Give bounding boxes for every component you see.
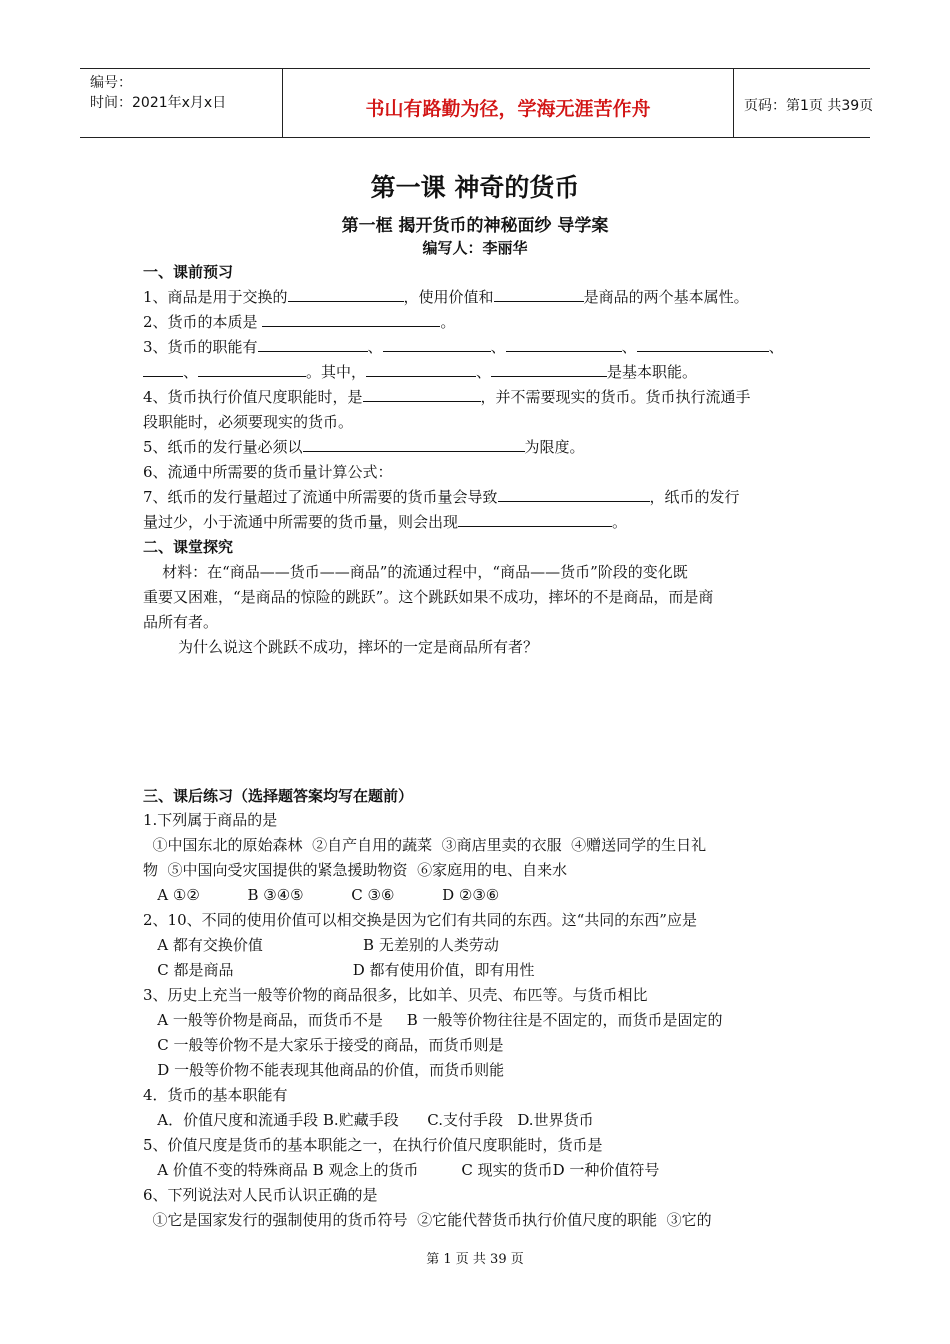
exercise-line: C 一般等价物不是大家乐于接受的商品，而货币则是	[143, 1036, 504, 1054]
motto: 书山有路勤为径，学海无涯苦作舟	[282, 69, 734, 137]
question-4-line-1: 4、货币执行价值尺度职能时，是 ，并不需要现实的货币。货币执行流通手	[143, 388, 751, 406]
exercise-line: A 都有交换价值 B 无差别的人类劳动	[143, 936, 499, 954]
fill-blank[interactable]	[506, 337, 622, 352]
fill-blank[interactable]	[262, 312, 440, 327]
exercise-line: A ①② B ③④⑤ C ③⑥ D ②③⑥	[143, 886, 500, 904]
material-line-3: 品所有者。	[143, 613, 219, 631]
fill-blank[interactable]	[494, 287, 584, 302]
exercise-line: D 一般等价物不能表现其他商品的价值，而货币则能	[143, 1061, 505, 1079]
exercise-line: 6、下列说法对人民币认识正确的是	[143, 1186, 378, 1204]
section1-heading: 一、课前预习	[143, 263, 234, 281]
page-subtitle: 第一框 揭开货币的神秘面纱 导学案	[341, 216, 609, 236]
exercise-line: 1.下列属于商品的是	[143, 811, 278, 829]
header-table	[80, 68, 874, 138]
question-6: 6、流通中所需要的货币量计算公式：	[143, 463, 393, 481]
author-line: 编写人：李丽华	[422, 239, 528, 257]
header-left-cell	[80, 69, 282, 137]
material-line-1: 材料：在“商品——货币——商品”的流通过程中，“商品——货币”阶段的变化既	[143, 563, 688, 581]
exercise-line: C 都是商品 D 都有使用价值，即有用性	[143, 961, 535, 979]
exercise-line: ①中国东北的原始森林 ②自产自用的蔬菜 ③商店里卖的衣服 ④赠送同学的生日礼	[143, 836, 707, 854]
question-5: 5、纸币的发行量必须以 为限度。	[143, 438, 585, 456]
date-label: 时间：2021年x月x日	[90, 95, 227, 111]
question-2: 2、货币的本质是 。	[143, 313, 456, 331]
section2-heading: 二、课堂探究	[143, 538, 234, 556]
question-3-line-2: 、 。其中， 、 是基本职能。	[143, 362, 813, 382]
fill-blank[interactable]	[637, 337, 769, 352]
section3-heading: 三、课后练习（选择题答案均写在题前）	[143, 787, 414, 805]
exercise-line: A．价值尺度和流通手段 B.贮藏手段 C.支付手段 D.世界货币	[143, 1111, 594, 1129]
fill-blank[interactable]	[383, 337, 491, 352]
question-1: 1、商品是用于交换的 ，使用价值和 是商品的两个基本属性。	[143, 288, 749, 306]
fill-blank[interactable]	[363, 387, 481, 402]
exercise-line: ①它是国家发行的强制使用的货币符号 ②它能代替货币执行价值尺度的职能 ③它的	[143, 1211, 712, 1229]
discussion-question: 为什么说这个跳跃不成功，摔坏的一定是商品所有者？	[178, 638, 539, 656]
exercise-line: 2、10、不同的使用价值可以相交换是因为它们有共同的东西。这“共同的东西”应是	[143, 911, 697, 929]
exercise-line: A 一般等价物是商品，而货币不是 B 一般等价物往往是不固定的，而货币是固定的	[143, 1011, 723, 1029]
fill-blank[interactable]	[303, 437, 525, 452]
page-footer: 第 1 页 共 39 页	[426, 1252, 524, 1267]
fill-blank[interactable]	[143, 362, 183, 377]
fill-blank[interactable]	[498, 487, 650, 502]
exercise-line: 4．货币的基本职能有	[143, 1086, 288, 1104]
page-title: 第一课 神奇的货币	[370, 173, 580, 202]
question-7-line-1: 7、纸币的发行量超过了流通中所需要的货币量会导致 ，纸币的发行	[143, 488, 740, 506]
fill-blank[interactable]	[288, 287, 404, 302]
fill-blank[interactable]	[366, 362, 476, 377]
fill-blank[interactable]	[491, 362, 607, 377]
exercise-line: A 价值不变的特殊商品 B 观念上的货币 C 现实的货币D 一种价值符号	[143, 1161, 660, 1179]
exercise-line: 3、历史上充当一般等价物的商品很多，比如羊、贝壳、布匹等。与货币相比	[143, 986, 648, 1004]
question-7-line-2: 量过少，小于流通中所需要的货币量，则会出现 。	[143, 513, 628, 531]
question-3-line-1: 3、货币的职能有 、 、 、 、	[143, 338, 784, 356]
number-label: 编号：	[90, 75, 132, 91]
material-line-2: 重要又困难，“是商品的惊险的跳跃”。这个跳跃如果不成功，摔坏的不是商品，而是商	[143, 588, 714, 606]
fill-blank[interactable]	[198, 362, 306, 377]
page-info: 页码：第1页 共39页	[744, 98, 874, 114]
question-4-line-2: 段职能时，必须要现实的货币。	[143, 413, 354, 431]
fill-blank[interactable]	[458, 512, 612, 527]
exercise-line: 物 ⑤中国向受灾国提供的紧急援助物资 ⑥家庭用的电、自来水	[143, 861, 568, 879]
fill-blank[interactable]	[258, 337, 368, 352]
exercise-line: 5、价值尺度是货币的基本职能之一，在执行价值尺度职能时，货币是	[143, 1136, 603, 1154]
